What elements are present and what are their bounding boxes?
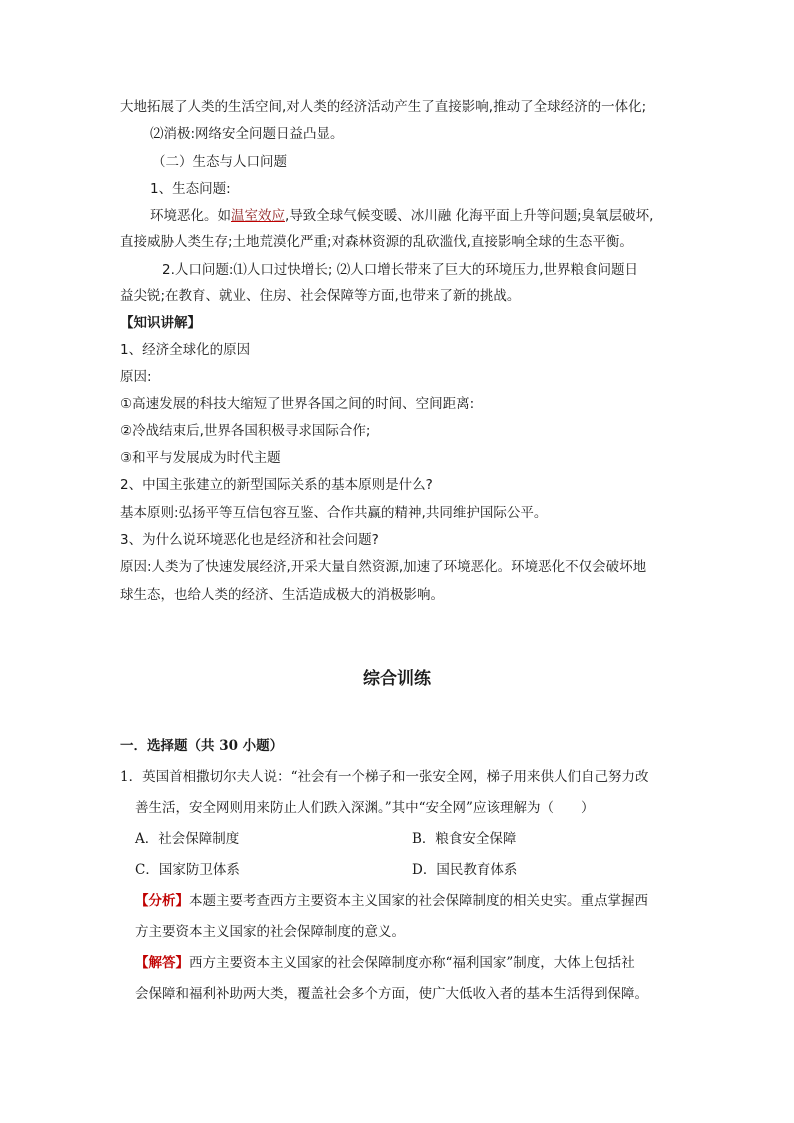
- analysis-line: 方主要资本主义国家的社会保障制度的意义。: [135, 924, 405, 940]
- paragraph-line: 大地拓展了人类的生活空间,对人类的经济活动产生了直接影响,推动了全球经济的一体化;: [120, 99, 647, 115]
- analysis-tag: 【分析】: [135, 893, 189, 909]
- option-a[interactable]: A．社会保障制度: [135, 831, 240, 847]
- option-b[interactable]: B．粮食安全保障: [412, 831, 517, 847]
- paragraph-line: 基本原则:弘扬平等互信包容互鉴、合作共赢的精神,共同维护国际公平。: [120, 505, 548, 521]
- question-text: 善生活，安全网则用来防止人们跌入深渊。”其中“安全网”应该理解为（ ）: [135, 800, 595, 816]
- text-span: 环境恶化。如: [150, 208, 231, 224]
- paragraph-line: 原因:: [120, 369, 152, 385]
- paragraph-line: ①高速发展的科技大缩短了世界各国之间的时间、空间距离:: [120, 396, 475, 412]
- paragraph-line: 2.人口问题:⑴人口过快增长; ⑵人口增长带来了巨大的环境压力,世界粮食问题日: [162, 262, 639, 278]
- paragraph-line: ⑵消极:网络安全问题日益凸显。: [150, 126, 344, 142]
- question-line: 2、中国主张建立的新型国际关系的基本原则是什么?: [120, 477, 433, 493]
- paragraph-line: 球生态，也给人类的经济、生活造成极大的消极影响。: [120, 587, 444, 603]
- section-title: 综合训练: [363, 669, 431, 689]
- paragraph-line: [150, 206, 653, 226]
- answer-line: [135, 953, 635, 973]
- answer-tag: 【解答】: [135, 955, 189, 971]
- answer-text: 西方主要资本主义国家的社会保障制度亦称“福利国家”制度，大体上包括社: [189, 955, 635, 971]
- text-span: ,导致全球气候变暖、冰川融 化海平面上升等问题;臭氧层破坏,: [285, 208, 654, 224]
- analysis-line: [135, 891, 648, 911]
- greenhouse-link[interactable]: 温室效应: [231, 208, 285, 224]
- paragraph-line: ③和平与发展成为时代主题: [120, 450, 281, 466]
- part-heading: 一．选择题（共 30 小题）: [120, 738, 284, 754]
- question-text: 1．英国首相撒切尔夫人说：“社会有一个梯子和一张安全网，梯子用来供人们自己努力改: [120, 769, 649, 785]
- question-line: 1、经济全球化的原因: [120, 342, 251, 358]
- paragraph-line: 原因:人类为了快速发展经济,开采大量自然资源,加速了环境恶化。环境恶化不仅会破坏地: [120, 559, 647, 575]
- subheading: 1、生态问题:: [150, 181, 231, 197]
- subheading: （二）生态与人口问题: [152, 154, 287, 170]
- option-c[interactable]: C．国家防卫体系: [135, 862, 240, 878]
- question-line: 3、为什么说环境恶化也是经济和社会问题?: [120, 532, 379, 548]
- paragraph-line: 益尖锐;在教育、就业、住房、社会保障等方面,也带来了新的挑战。: [120, 288, 521, 304]
- option-d[interactable]: D．国民教育体系: [412, 862, 518, 878]
- paragraph-line: 直接威胁人类生存;土地荒漠化严重;对森林资源的乱砍滥伐,直接影响全球的生态平衡。: [120, 234, 633, 250]
- paragraph-line: ②冷战结束后,世界各国积极寻求国际合作;: [120, 423, 371, 439]
- answer-line: 会保障和福利补助两大类，覆盖社会多个方面，使广大低收入者的基本生活得到保障。: [135, 986, 648, 1002]
- knowledge-heading: 【知识讲解】: [120, 315, 201, 331]
- analysis-text: 本题主要考查西方主要资本主义国家的社会保障制度的相关史实。重点掌握西: [189, 893, 648, 909]
